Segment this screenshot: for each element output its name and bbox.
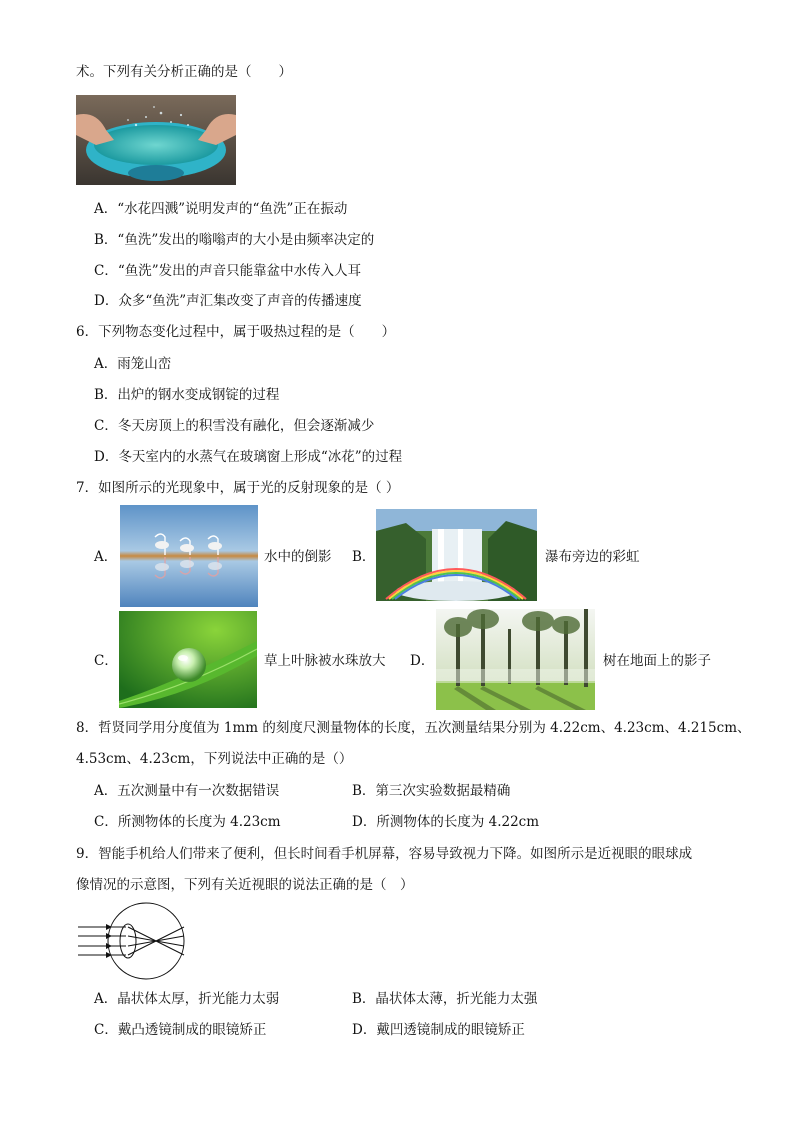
flamingo-reflection-photo <box>120 505 258 607</box>
q9-stem-line2: 像情况的示意图，下列有关近视眼的说法正确的是（ ） <box>76 877 414 893</box>
q7-option-a-letter: A． <box>94 549 118 565</box>
water-drop-leaf-photo <box>119 611 257 708</box>
q6-option-c: C．冬天房顶上的积雪没有融化，但会逐渐减少 <box>94 418 375 434</box>
q9-option-a: A．晶状体太厚，折光能力太弱 <box>94 991 280 1007</box>
q9-option-c: C．戴凸透镜制成的眼镜矫正 <box>94 1022 267 1038</box>
q7-option-b-letter: B． <box>352 549 376 565</box>
q5-option-c: C．“鱼洗”发出的声音只能靠盆中水传入人耳 <box>94 263 362 279</box>
q7-option-a-caption: 水中的倒影 <box>264 549 332 565</box>
q6-stem: 6．下列物态变化过程中，属于吸热过程的是（ ） <box>76 324 396 340</box>
q5-option-b: B．“鱼洗”发出的嗡嗡声的大小是由频率决定的 <box>94 232 375 248</box>
q8-stem-line2: 4.53cm、4.23cm，下列说法中正确的是（） <box>76 751 353 767</box>
q8-option-c: C．所测物体的长度为 4.23cm <box>94 814 281 830</box>
q7-option-c-letter: C． <box>94 653 118 669</box>
q8-option-b: B．第三次实验数据最精确 <box>352 783 511 799</box>
q9-stem-line1: 9．智能手机给人们带来了便利，但长时间看手机屏幕，容易导致视力下降。如图所示是近视眼的眼球成 <box>76 846 693 862</box>
q7-option-b-caption: 瀑布旁边的彩虹 <box>545 549 640 565</box>
q7-option-d-letter: D． <box>410 653 435 669</box>
q6-option-d: D．冬天室内的水蒸气在玻璃窗上形成“冰花”的过程 <box>94 449 403 465</box>
q6-option-b: B．出炉的钢水变成钢锭的过程 <box>94 387 280 403</box>
q5-stem-tail: 术。下列有关分析正确的是（ ） <box>76 64 292 80</box>
q8-option-a: A．五次测量中有一次数据错误 <box>94 783 280 799</box>
q8-option-d: D．所测物体的长度为 4.22cm <box>352 814 540 830</box>
q7-option-c-caption: 草上叶脉被水珠放大 <box>264 653 386 669</box>
q9-option-d: D．戴凹透镜制成的眼镜矫正 <box>352 1022 525 1038</box>
q7-stem: 7．如图所示的光现象中，属于光的反射现象的是（ ） <box>76 480 400 496</box>
waterfall-rainbow-photo <box>376 509 537 601</box>
tree-shadow-photo <box>436 609 595 710</box>
q9-option-b: B．晶状体太薄，折光能力太强 <box>352 991 538 1007</box>
q5-option-d: D．众多“鱼洗”声汇集改变了声音的传播速度 <box>94 293 362 309</box>
q5-option-a: A．“水花四溅”说明发声的“鱼洗”正在振动 <box>94 201 348 217</box>
q7-option-d-caption: 树在地面上的影子 <box>603 653 711 669</box>
q6-option-a: A．雨笼山峦 <box>94 356 172 372</box>
fish-basin-photo <box>76 95 236 185</box>
q8-stem-line1: 8．哲贤同学用分度值为 1mm 的刻度尺测量物体的长度，五次测量结果分别为 4.22cm、4.23cm、4.215cm、 <box>76 720 751 736</box>
myopia-eye-diagram <box>76 900 188 982</box>
